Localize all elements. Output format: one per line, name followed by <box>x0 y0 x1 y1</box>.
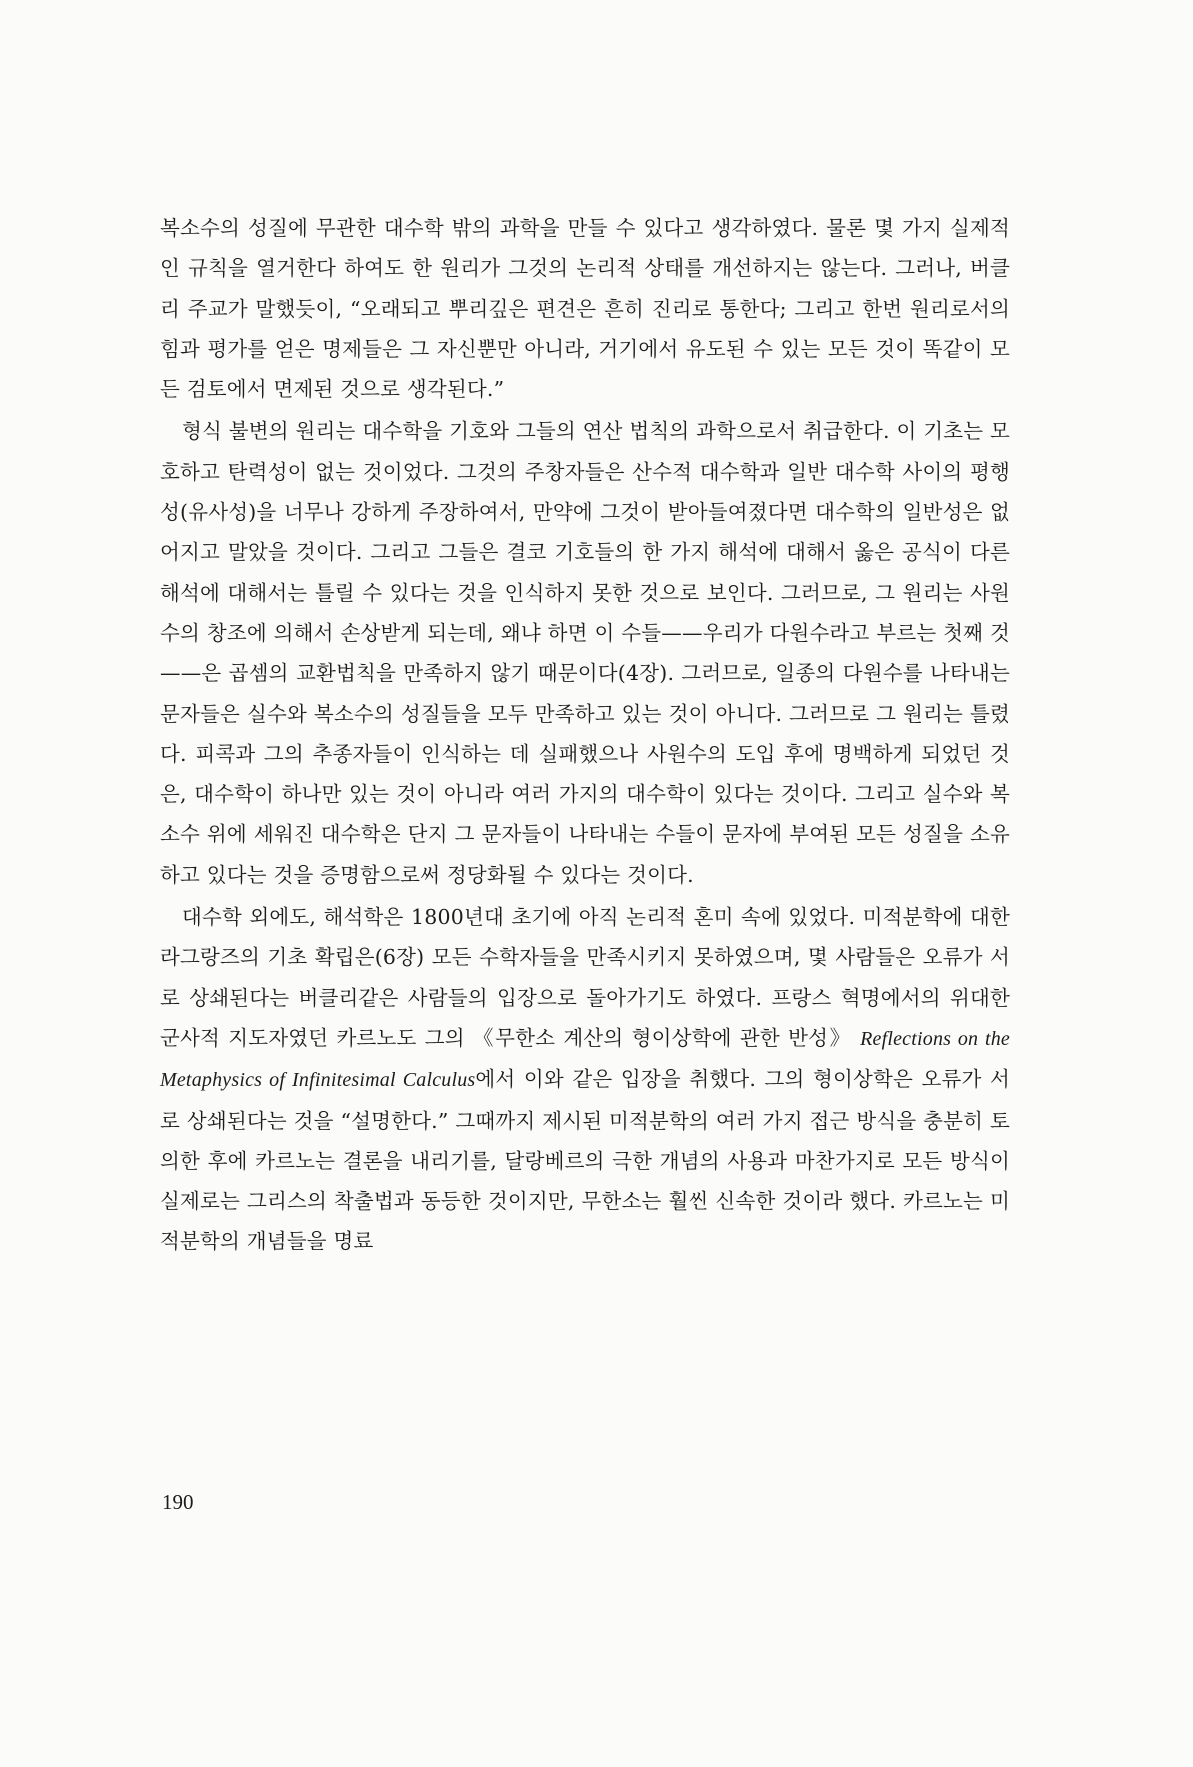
paragraph-3-text-a: 대수학 외에도, 해석학은 1800년대 초기에 아직 논리적 혼미 속에 있었다. 미적분학에 대한 라그랑즈의 기초 확립은(6장) 모든 수학자들을 만족시키지 못하였으며, 몇 사람들은 오류가 서로 상쇄된다는 버클리같은 사람들의 입장으로 돌아가기도 하였다. 프랑스 혁명에서의 위대한 군사적 지도자였던 카르노도 그의 《무한소 계산의 형이상학에 관한 반성》 <box>160 905 1010 1050</box>
paragraph-1 <box>160 208 1010 409</box>
paragraph-2 <box>160 411 1010 895</box>
page-number: 190 <box>162 1490 194 1514</box>
paragraph-1-text: 복소수의 성질에 무관한 대수학 밖의 과학을 만들 수 있다고 생각하였다. 물론 몇 가지 실제적인 규칙을 열거한다 하여도 한 원리가 그것의 논리적 상태를 개선하지는 않는다. 그러나, 버클리 주교가 말했듯이, “오래되고 뿌리깊은 편견은 흔히 진리로 통한다; 그리고 한번 원리로서의 힘과 평가를 얻은 명제들은 그 자신뿐만 아니라, 거기에서 유도된 수 있는 모든 것이 똑같이 모든 검토에서 면제된 것으로 생각된다.” <box>160 216 1010 402</box>
paragraph-3-text-b: 에서 이와 같은 입장을 취했다. 그의 형이상학은 오류가 서로 상쇄된다는 것을 “설명한다.” 그때까지 제시된 미적분학의 여러 가지 접근 방식을 충분히 토의한 후에 카르노는 결론을 내리기를, 달랑베르의 극한 개념의 사용과 마찬가지로 모든 방식이 실제로는 그리스의 착출법과 동등한 것이지만, 무한소는 훨씬 신속한 것이라 했다. 카르노는 미적분학의 개념들을 명료 <box>160 1067 1010 1254</box>
body-text <box>160 208 1010 1262</box>
english-book-title: Reflections on the Metaphysics of Infinitesimal Calculus <box>160 1027 1010 1092</box>
paragraph-3 <box>160 897 1010 1262</box>
paragraph-2-text: 형식 불변의 원리는 대수학을 기호와 그들의 연산 법칙의 과학으로서 취급한다. 이 기초는 모호하고 탄력성이 없는 것이었다. 그것의 주창자들은 산수적 대수학과 일반 대수학 사이의 평행성(유사성)을 너무나 강하게 주장하여서, 만약에 그것이 받아들여졌다면 대수학의 일반성은 없어지고 말았을 것이다. 그리고 그들은 결코 기호들의 한 가지 해석에 대해서 옳은 공식이 다른 해석에 대해서는 틀릴 수 있다는 것을 인식하지 못한 것으로 보인다. 그러므로, 그 원리는 사원수의 창조에 의해서 손상받게 되는데, 왜냐 하면 이 수들——우리가 다원수라고 부르는 첫째 것——은 곱셈의 교환법칙을 만족하지 않기 때문이다(4장). 그러므로, 일종의 다원수를 나타내는 문자들은 실수와 복소수의 성질들을 모두 만족하고 있는 것이 아니다. 그러므로 그 원리는 틀렸다. 피콕과 그의 추종자들이 인식하는 데 실패했으나 사원수의 도입 후에 명백하게 되었던 것은, 대수학이 하나만 있는 것이 아니라 여러 가지의 대수학이 있다는 것이다. 그리고 실수와 복소수 위에 세워진 대수학은 단지 그 문자들이 나타내는 수들이 문자에 부여된 모든 성질을 소유하고 있다는 것을 증명함으로써 정당화될 수 있다는 것이다. <box>160 419 1010 887</box>
